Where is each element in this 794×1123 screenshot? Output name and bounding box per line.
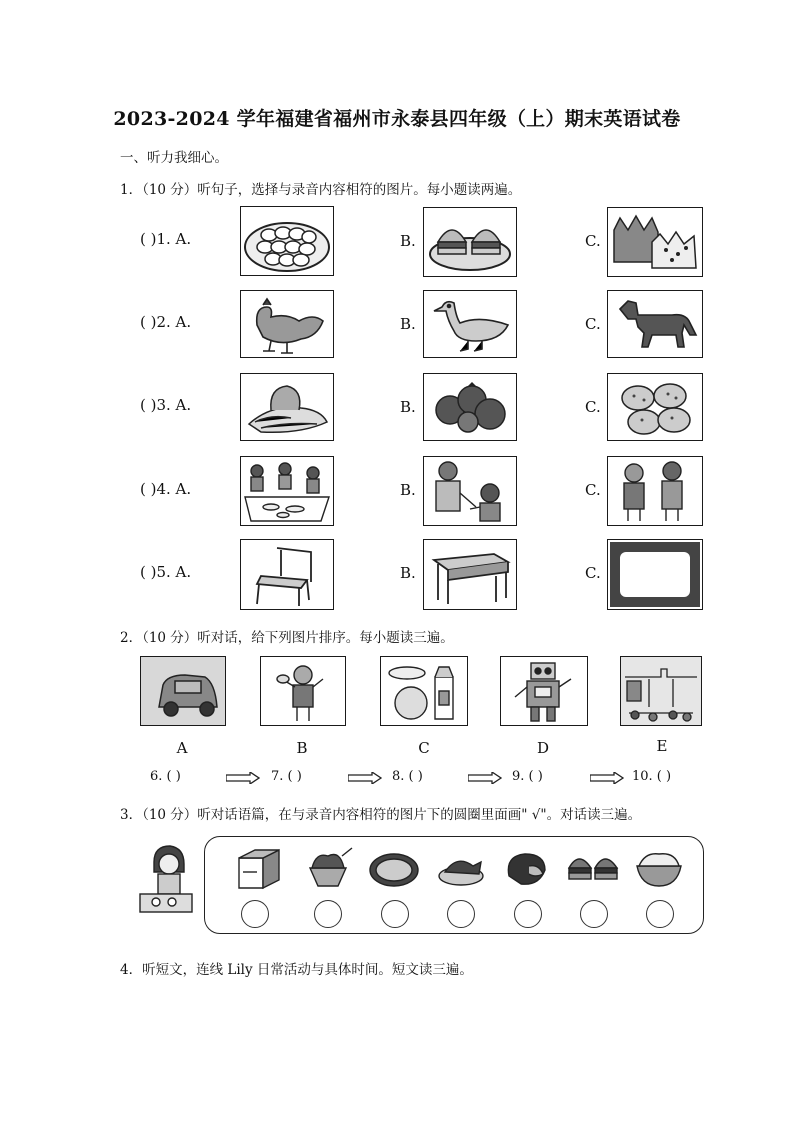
arrow-right-icon	[468, 772, 502, 784]
rice-icon[interactable]	[631, 846, 687, 890]
tomatoes-icon[interactable]	[423, 373, 517, 441]
q1-row-5-option-c: C.	[585, 564, 601, 582]
family-dinner-icon[interactable]	[240, 456, 334, 526]
q1-row-2-label: ( )2. A.	[140, 313, 192, 331]
answer-blank-10[interactable]: 10. ( )	[632, 769, 672, 784]
horse-icon[interactable]	[607, 290, 703, 358]
answer-blank-6[interactable]: 6. ( )	[150, 769, 181, 784]
answer-blank-7[interactable]: 7. ( )	[271, 769, 302, 784]
milk-box-icon[interactable]	[233, 846, 289, 890]
boy-eating-icon[interactable]	[260, 656, 346, 726]
answer-circle-6[interactable]	[580, 900, 608, 928]
caption-d: D	[536, 739, 550, 757]
chicken-icon[interactable]	[499, 846, 555, 890]
caption-a: A	[176, 739, 188, 757]
potatoes-icon[interactable]	[607, 373, 703, 441]
chair-icon[interactable]	[240, 539, 334, 610]
answer-circle-4[interactable]	[447, 900, 475, 928]
answer-circle-3[interactable]	[381, 900, 409, 928]
question-1-instruction: 1．（10 分）听句子，选择与录音内容相符的图片。每小题读两遍。	[120, 182, 522, 198]
bread-icon[interactable]	[366, 846, 422, 890]
q1-row-1-option-b: B.	[400, 232, 416, 250]
question-4-instruction: 4．听短文，连线 Lily 日常活动与具体时间。短文读三遍。	[120, 962, 473, 978]
caption-b: B	[296, 739, 308, 757]
arrow-right-icon	[226, 772, 260, 784]
q1-row-4-option-b: B.	[400, 481, 416, 499]
q1-row-2-option-c: C.	[585, 315, 601, 333]
q1-row-4-label: ( )4. A.	[140, 480, 192, 498]
q1-row-1-option-c: C.	[585, 232, 601, 250]
section-heading: 一、听力我细心。	[120, 150, 228, 166]
q1-row-2-option-b: B.	[400, 315, 416, 333]
question-3-instruction: 3．（10 分）听对话语篇，在与录音内容相符的图片下的圆圈里面画" √"。对话读三遍。	[120, 807, 642, 823]
arrow-right-icon	[590, 772, 624, 784]
two-boys-icon[interactable]	[607, 456, 703, 526]
hen-icon[interactable]	[240, 290, 334, 358]
question-2-instruction: 2．（10 分）听对话，给下列图片排序。每小题读三遍。	[120, 630, 454, 646]
cakes-icon[interactable]	[607, 207, 703, 277]
answer-blank-8[interactable]: 8. ( )	[392, 769, 423, 784]
answer-blank-9[interactable]: 9. ( )	[512, 769, 543, 784]
hamburgers-icon[interactable]	[565, 846, 621, 890]
cabbage-icon[interactable]	[240, 373, 334, 441]
answer-circle-1[interactable]	[241, 900, 269, 928]
q1-row-3-option-b: B.	[400, 398, 416, 416]
arrow-right-icon	[348, 772, 382, 784]
caption-c: C	[418, 739, 430, 757]
q1-row-5-label: ( )5. A.	[140, 563, 192, 581]
bread-milk-icon[interactable]	[380, 656, 468, 726]
q1-row-5-option-b: B.	[400, 564, 416, 582]
hamburgers-icon[interactable]	[423, 207, 517, 277]
q1-row-3-option-c: C.	[585, 398, 601, 416]
handshake-icon[interactable]	[423, 456, 517, 526]
q1-row-4-option-c: C.	[585, 481, 601, 499]
q1-row-3-label: ( )3. A.	[140, 396, 192, 414]
robot-icon[interactable]	[500, 656, 588, 726]
answer-circle-2[interactable]	[314, 900, 342, 928]
car-icon[interactable]	[140, 656, 226, 726]
q1-row-1-label: ( )1. A.	[140, 230, 192, 248]
blackboard-icon[interactable]	[607, 539, 703, 610]
desk-icon[interactable]	[423, 539, 517, 610]
caption-e: E	[656, 737, 668, 755]
playground-icon[interactable]	[620, 656, 702, 726]
girl-speaker-icon	[136, 842, 196, 916]
page-title: 2023-2024 学年福建省福州市永泰县四年级（上）期末英语试卷	[113, 108, 681, 130]
answer-circle-7[interactable]	[646, 900, 674, 928]
duck-icon[interactable]	[423, 290, 517, 358]
answer-circle-5[interactable]	[514, 900, 542, 928]
fish-icon[interactable]	[433, 846, 489, 890]
ice-cream-icon[interactable]	[300, 846, 356, 890]
dumplings-icon[interactable]	[240, 206, 334, 276]
